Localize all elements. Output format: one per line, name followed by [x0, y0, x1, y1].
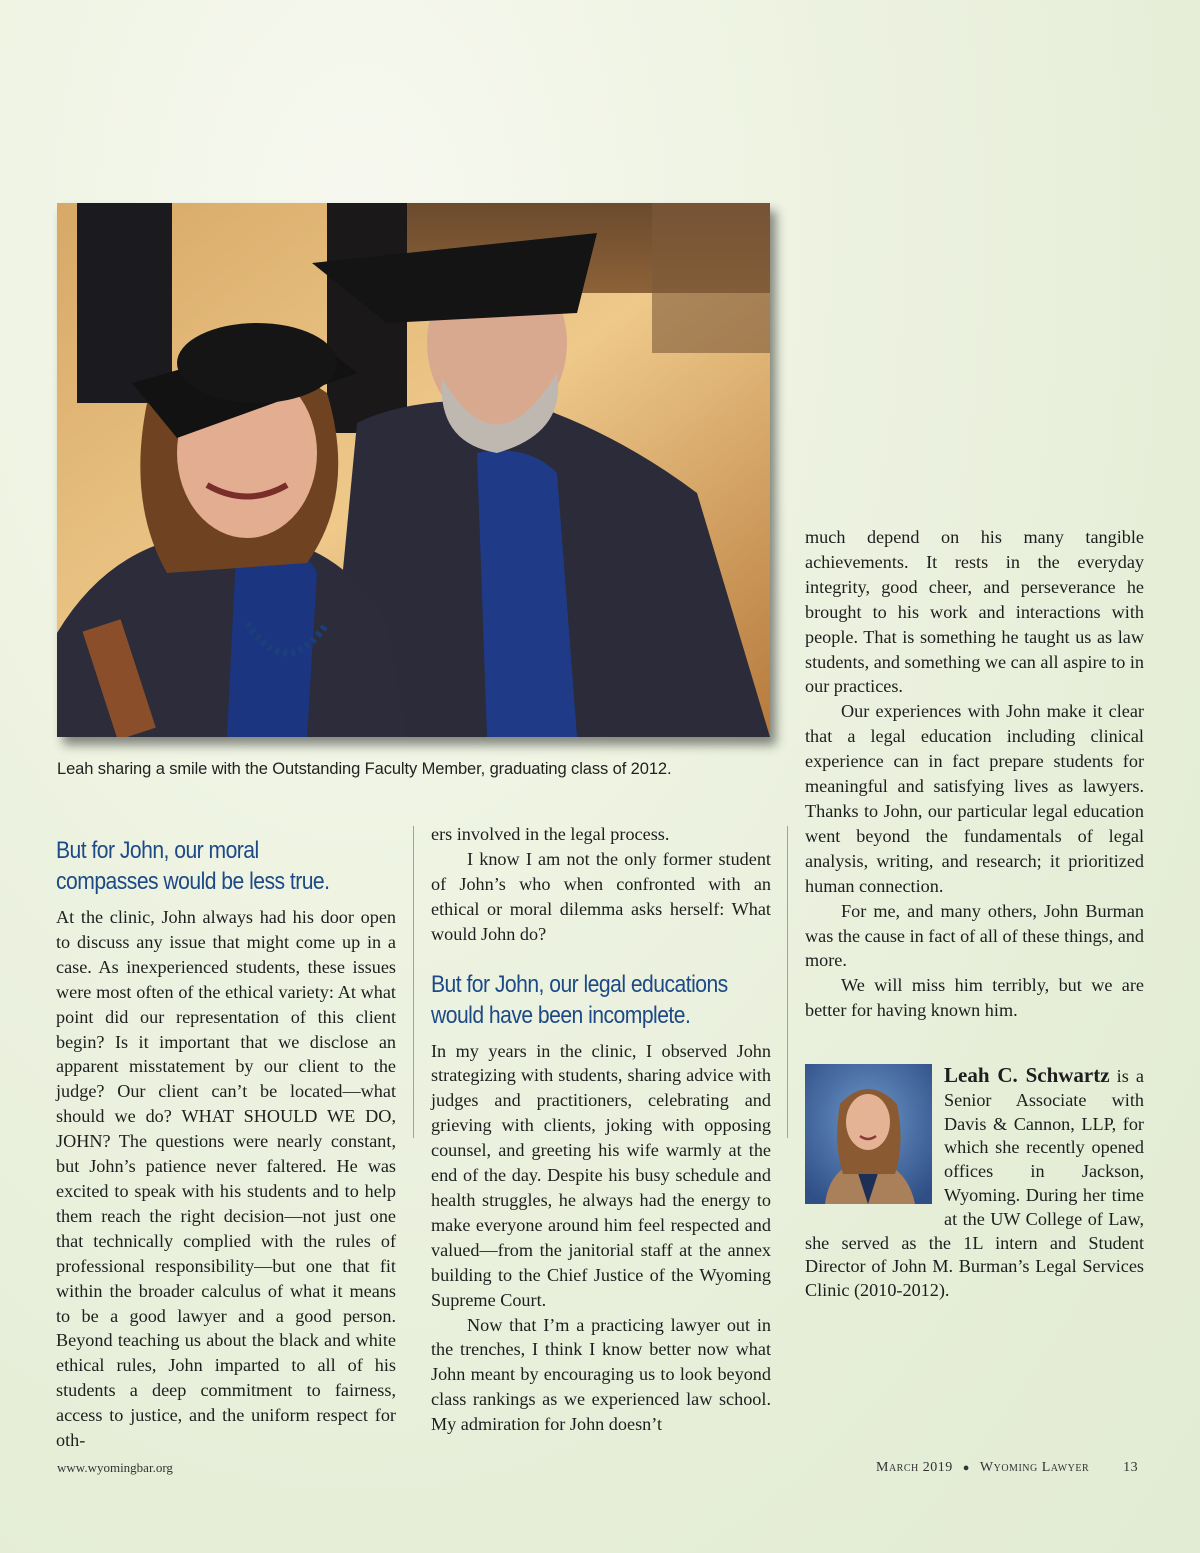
body-paragraph: I know I am not the only former student of John’s who when confronted with an ethical or moral dilemma asks herself: What would John do?	[431, 848, 771, 944]
column-3	[805, 525, 1144, 1023]
section-heading: But for John, our moral compasses would be less true.	[56, 837, 330, 895]
column-divider	[787, 826, 788, 1138]
footer-issue-info	[876, 1460, 1138, 1476]
body-paragraph: For me, and many others, John Burman was the cause in fact of all of these things, and more.	[805, 900, 1144, 971]
column-divider	[413, 826, 414, 1138]
author-name: Leah C. Schwartz	[944, 1063, 1110, 1087]
column-2	[431, 822, 771, 1437]
author-description: is a Senior Associate with Davis & Cannon, LLP, for which she recently opened offices in Jackson, Wyoming. During her time at the UW College of Law, she served as the 1L intern and Student Director of John M. Burman’s Legal Services Clinic (2010-2012).	[805, 1066, 1144, 1301]
body-paragraph: We will miss him terribly, but we are better for having known him.	[805, 975, 1144, 1021]
body-paragraph: much depend on his many tangible achievements. It rests in the everyday integrity, good cheer, and perseverance he brought to his work and interactions with people. That is something he taught us as law students, and something we can all aspire to in our practices.	[805, 527, 1144, 697]
section-heading: But for John, our legal educations would have been incomplete.	[431, 970, 728, 1029]
body-paragraph: ers involved in the legal process.	[431, 824, 670, 844]
page-number: 13	[1123, 1460, 1139, 1475]
column-1	[56, 835, 396, 1453]
body-paragraph: Our experiences with John make it clear that a legal education including clinical experience can in fact prepare students for meaningful and satisfying lives as lawyers. Thanks to John, our particular legal education went beyond the fundamentals of legal analysis, writing, and research; it prioritized human connection.	[805, 701, 1144, 896]
author-bio	[805, 1064, 1144, 1303]
footer-website: www.wyomingbar.org	[57, 1460, 173, 1475]
body-paragraph: In my years in the clinic, I observed John strategizing with students, sharing advice with judges and practitioners, celebrating and grieving with clients, joking with opposing counsel, and greeting his wife warmly at the end of the day. Despite his busy schedule and health struggles, he always had the energy to make everyone around him feel respected and valued—from the janitorial staff at the annex building to the Chief Justice of the Wyoming Supreme Court.	[431, 1040, 771, 1310]
photo-caption: Leah sharing a smile with the Outstanding Faculty Member, graduating class of 2012.	[57, 760, 672, 778]
graduation-photo	[57, 203, 770, 737]
body-paragraph: Now that I’m a practicing lawyer out in the trenches, I think I know better now what John meant by encouraging us to look beyond class rankings as we experienced law school. My admiration for John doesn’t	[431, 1314, 771, 1435]
body-paragraph: At the clinic, John always had his door open to discuss any issue that might come up in a case. As inexperienced students, these issues were most often of the ethical variety: At what point did our representation of this client begin? Is it important that we disclose an apparent misstatement by our client to the judge? Our client can’t be located—what should we do? WHAT SHOULD WE DO, JOHN? The questions were nearly constant, but John’s patience never faltered. He was excited to speak with his students and to help them reach the right decision—not just one that technically complied with the rules of professional responsibility—but one that fit within the broader calculus of what it means to be a good lawyer and a good person. Beyond teaching us about the black and white ethical rules, John imparted to all of his students a deep commitment to fairness, access to justice, and the uniform respect for oth-	[56, 907, 396, 1451]
footer-separator: ●	[962, 1462, 970, 1474]
footer-publication: Wyoming Lawyer	[979, 1460, 1090, 1475]
footer-issue-date: March 2019	[876, 1460, 953, 1475]
